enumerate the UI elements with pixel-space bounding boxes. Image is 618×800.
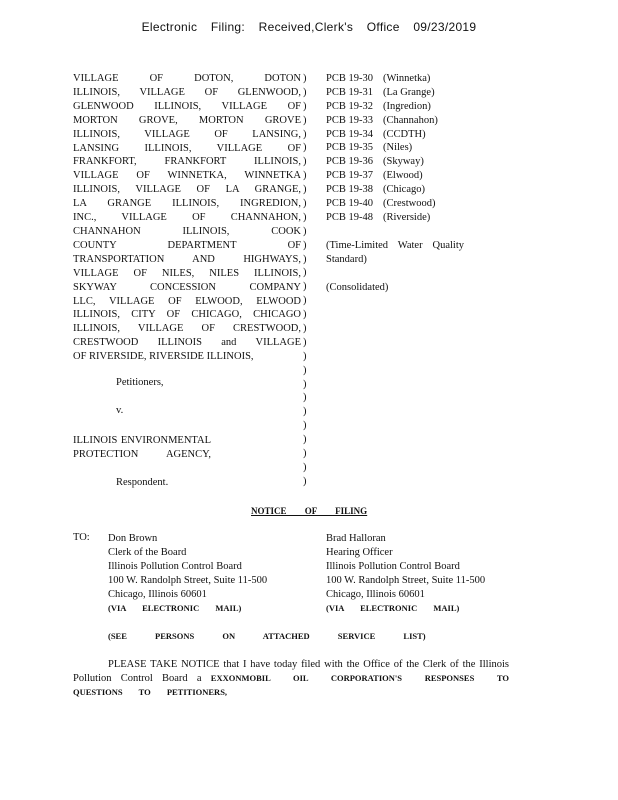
- respondent-label: Respondent.: [116, 477, 169, 488]
- caption-paren: ): [303, 128, 307, 140]
- recipient-name: Brad Halloran: [326, 533, 386, 544]
- caption-paren: ): [303, 156, 307, 168]
- recipient-delivery: (VIA ELECTRONIC MAIL): [326, 602, 460, 613]
- case-number: PCB 19-38: [326, 184, 373, 196]
- caption-paren: ): [303, 323, 307, 335]
- case-row: [326, 169, 464, 183]
- recipient-city: Chicago, Illinois 60601: [326, 588, 425, 600]
- caption-line: LANSING ILLINOIS, VILLAGE OF: [73, 142, 301, 154]
- case-row: [326, 183, 464, 197]
- filing-stamp-header: Electronic Filing: Received,Clerk's Office 09/23/2019: [141, 20, 477, 34]
- caption-paren: ): [303, 461, 307, 473]
- caption-line: VILLAGE OF WINNETKA, WINNETKA: [73, 170, 301, 182]
- caption-line: GLENWOOD ILLINOIS, VILLAGE OF: [73, 100, 301, 112]
- case-number: PCB 19-37: [326, 170, 373, 182]
- caption-paren-column: [303, 72, 307, 489]
- caption-line: VILLAGE OF DOTON, DOTON: [73, 73, 301, 84]
- case-number: PCB 19-33: [326, 114, 373, 126]
- caption-line: CRESTWOOD ILLINOIS and VILLAGE: [73, 337, 301, 349]
- recipient-delivery: (VIA ELECTRONIC MAIL): [108, 602, 242, 613]
- notice-title: NOTICE OF FILING: [251, 506, 368, 516]
- caption-paren: ): [303, 198, 307, 210]
- caption-paren: ): [303, 86, 307, 98]
- caption-line: TRANSPORTATION AND HIGHWAYS,: [73, 253, 301, 265]
- caption-paren: ): [303, 281, 307, 293]
- caption-paren: ): [303, 448, 307, 460]
- caption-paren: ): [303, 267, 307, 279]
- caption-line: VILLAGE OF NILES, NILES ILLINOIS,: [73, 267, 301, 279]
- caption-line: ILLINOIS, VILLAGE OF CRESTWOOD,: [73, 323, 301, 335]
- caption-paren: ): [303, 142, 307, 154]
- caption-paren: ): [303, 225, 307, 237]
- caption-paren: ): [303, 350, 307, 362]
- case-petitioner: (Crestwood): [383, 198, 436, 210]
- recipient-org: Illinois Pollution Control Board: [326, 560, 460, 572]
- notice-document-title: EXXONMOBIL OIL CORPORATION'S RESPONSES TO QUESTIONS TO PETITIONERS,: [73, 672, 509, 697]
- caption-line: COUNTY DEPARTMENT OF: [73, 239, 301, 251]
- respondent-line: PROTECTION AGENCY,: [73, 448, 211, 460]
- case-row: [326, 100, 464, 114]
- caption-paren: ): [303, 406, 307, 418]
- case-numbers: [326, 72, 464, 295]
- recipient-title: Clerk of the Board: [108, 546, 187, 558]
- case-petitioner: (Ingredion): [383, 100, 431, 112]
- caption-line: LA GRANGE ILLINOIS, INGREDION,: [73, 198, 301, 210]
- case-row: [326, 155, 464, 169]
- case-row: [326, 86, 464, 100]
- caption-line: OF RIVERSIDE, RIVERSIDE ILLINOIS,: [73, 351, 254, 363]
- caption-line: ILLINOIS, VILLAGE OF LA GRANGE,: [73, 184, 301, 196]
- caption-line: MORTON GROVE, MORTON GROVE: [73, 114, 301, 126]
- case-row: [326, 128, 464, 142]
- case-number: PCB 19-35: [326, 142, 373, 154]
- caption-paren: ): [303, 211, 307, 223]
- case-note: (Time-Limited Water Quality Standard): [326, 239, 464, 265]
- case-row: [326, 141, 464, 155]
- service-list-note: (SEE PERSONS ON ATTACHED SERVICE LIST): [108, 631, 426, 641]
- case-row: [326, 114, 464, 128]
- to-label: TO:: [73, 532, 90, 543]
- case-petitioner: (Skyway): [383, 156, 424, 168]
- caption-line: ILLINOIS, VILLAGE OF GLENWOOD,: [73, 86, 301, 98]
- case-number: PCB 19-48: [326, 211, 373, 223]
- caption-line: CHANNAHON ILLINOIS, COOK: [73, 225, 301, 237]
- caption-paren: ): [303, 475, 307, 487]
- case-row: [326, 72, 464, 86]
- case-petitioner: (Winnetka): [383, 73, 431, 84]
- case-petitioner: (Chicago): [383, 184, 425, 196]
- consolidated-label: (Consolidated): [326, 281, 389, 293]
- petitioners-label: Petitioners,: [116, 377, 164, 388]
- caption-paren: ): [303, 309, 307, 321]
- case-petitioner: (Elwood): [383, 170, 423, 182]
- case-number: PCB 19-34: [326, 128, 373, 140]
- caption-paren: ): [303, 184, 307, 196]
- respondent-name: [73, 434, 211, 462]
- recipient-city: Chicago, Illinois 60601: [108, 588, 207, 600]
- caption-paren: ): [303, 100, 307, 112]
- caption-paren: ): [303, 295, 307, 307]
- recipient-street: 100 W. Randolph Street, Suite 11-500: [326, 574, 486, 586]
- recipient-name: Don Brown: [108, 533, 158, 544]
- caption-line: ILLINOIS, CITY OF CHICAGO, CHICAGO: [73, 309, 301, 321]
- caption-paren: ): [303, 114, 307, 126]
- notice-text: PLEASE TAKE NOTICE that I have today filed with the Office of the Clerk of the Illinois Pollution Control Board a: [73, 659, 509, 684]
- case-petitioner: (Riverside): [383, 211, 431, 223]
- case-petitioner: (CCDTH): [383, 128, 426, 140]
- caption-paren: ): [303, 73, 307, 84]
- notice-paragraph: [73, 658, 509, 700]
- case-number: PCB 19-31: [326, 86, 373, 98]
- petitioner-names: [73, 72, 301, 364]
- caption-line: FRANKFORT, FRANKFORT ILLINOIS,: [73, 156, 301, 168]
- case-number: PCB 19-32: [326, 100, 373, 112]
- case-petitioner: (La Grange): [383, 86, 435, 98]
- case-petitioner: (Niles): [383, 142, 413, 154]
- caption-line: INC., VILLAGE OF CHANNAHON,: [73, 212, 301, 224]
- recipient-hearing-officer: [326, 532, 485, 615]
- recipient-street: 100 W. Randolph Street, Suite 11-500: [108, 574, 268, 586]
- caption-paren: ): [303, 392, 307, 404]
- caption-paren: ): [303, 420, 307, 432]
- caption-paren: ): [303, 434, 307, 446]
- recipient-title: Hearing Officer: [326, 546, 393, 558]
- case-number: PCB 19-40: [326, 198, 373, 210]
- case-petitioner: (Channahon): [383, 114, 438, 126]
- case-number: PCB 19-30: [326, 73, 373, 84]
- recipient-org: Illinois Pollution Control Board: [108, 560, 242, 572]
- caption-paren: ): [303, 239, 307, 251]
- caption-paren: ): [303, 364, 307, 376]
- recipient-clerk: [108, 532, 267, 615]
- caption-paren: ): [303, 378, 307, 390]
- case-row: [326, 197, 464, 211]
- caption-paren: ): [303, 170, 307, 182]
- caption-paren: ): [303, 253, 307, 265]
- case-row: [326, 211, 464, 225]
- caption-line: ILLINOIS, VILLAGE OF LANSING,: [73, 128, 301, 140]
- caption-line: SKYWAY CONCESSION COMPANY: [73, 281, 301, 293]
- case-number: PCB 19-36: [326, 156, 373, 168]
- versus-label: v.: [116, 405, 124, 416]
- respondent-line: ILLINOIS ENVIRONMENTAL: [73, 435, 211, 446]
- caption-paren: ): [303, 336, 307, 348]
- caption-line: LLC, VILLAGE OF ELWOOD, ELWOOD: [73, 295, 301, 307]
